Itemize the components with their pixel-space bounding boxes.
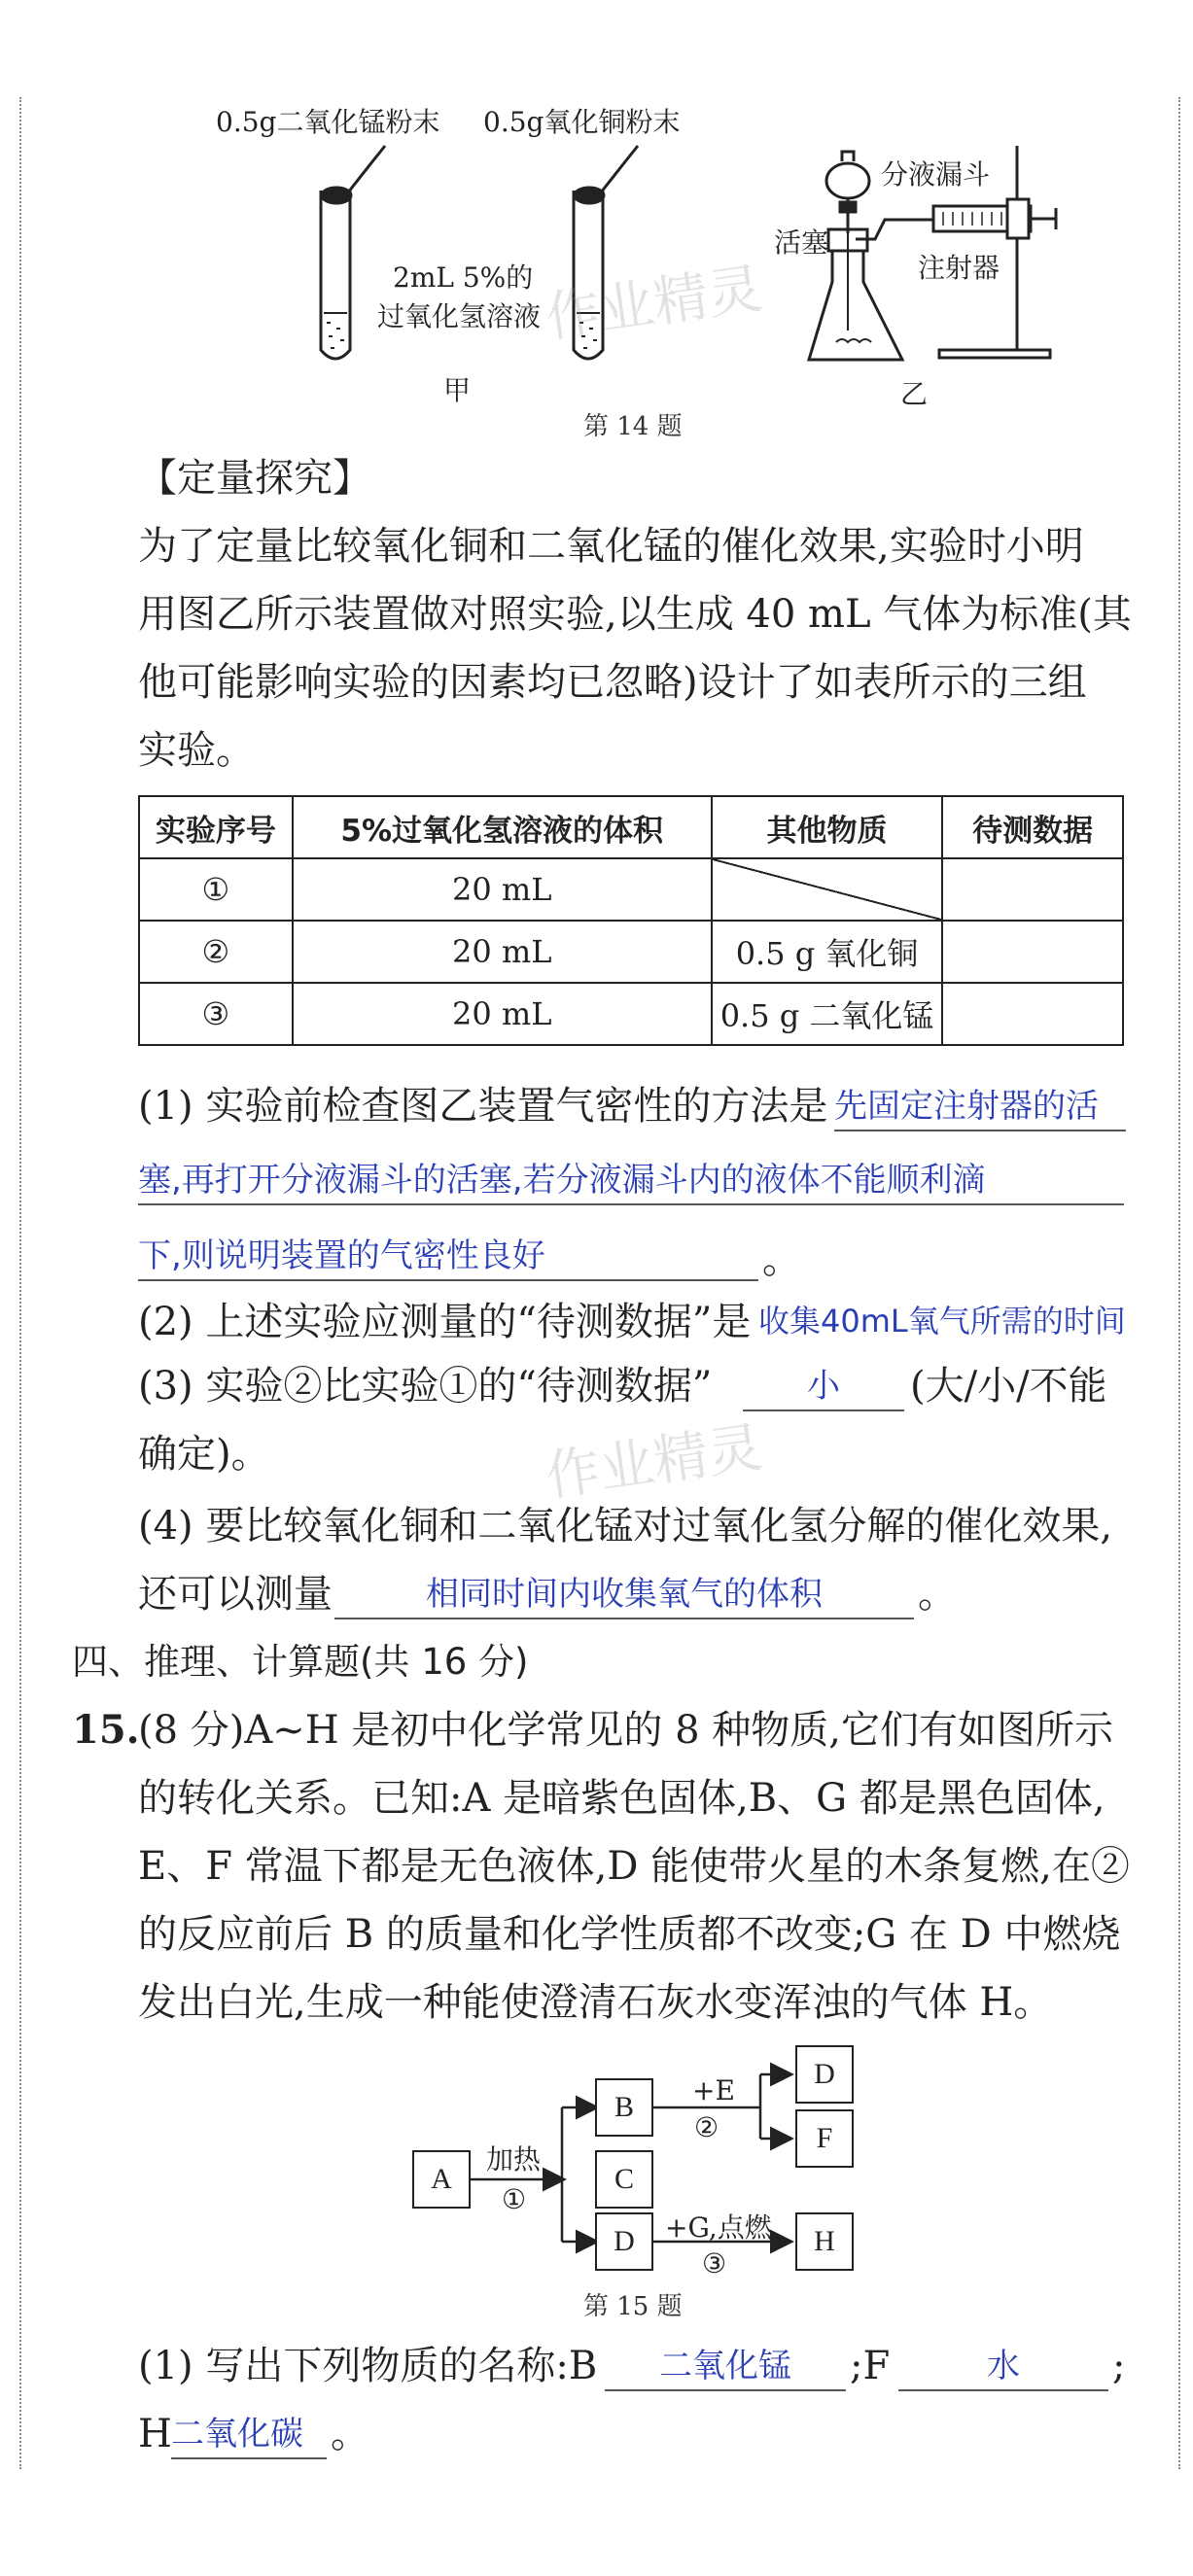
q15-1-answer-b: 二氧化锰 [605,2339,846,2391]
q15-line3: E、F 常温下都是无色液体,D 能使带火星的木条复燃,在② [138,1844,1130,1889]
fig15-cond-2: ② [694,2111,719,2143]
fig14-label-solution-2: 过氧化氢溶液 [377,300,542,332]
table-cell: ③ [139,983,293,1045]
table-row [139,858,1123,921]
fig15-cond-g: +G,点燃 [665,2211,772,2244]
q15-1-h-prefix: H [138,2412,172,2456]
watermark-1: 作业精灵 [542,257,767,351]
table-cell: 20 mL [293,858,712,921]
table-cell [942,921,1123,983]
table-cell: ① [139,858,293,921]
fig14-label-cuo-powder: 0.5g氧化铜粉末 [483,106,681,138]
q15-1-mid: ;F [850,2344,891,2388]
q2-prefix: (2) 上述实验应测量的“待测数据”是 [138,1300,752,1344]
fig15-node-d2: D [795,2045,854,2104]
q2-answer: 收集40mL氧气所需的时间 [758,1303,1126,1340]
fig15-node-c: C [595,2150,653,2209]
q15-1-end: ; [1112,2344,1126,2388]
q15-line4: 的反应前后 B 的质量和化学性质都不改变;G 在 D 中燃烧 [138,1912,1121,1957]
fig14-label-syringe: 注射器 [918,252,1000,284]
q4-prefix: 还可以测量 [138,1572,333,1617]
spoon-left [322,146,385,203]
q1-suffix: 。 [762,1237,801,1282]
fig14-label-funnel: 分液漏斗 [881,158,991,191]
fig15-node-h: H [795,2212,854,2271]
watermark-2: 作业精灵 [542,1415,767,1510]
fig14-apparatus-drawing [0,0,1193,408]
table-header-cell: 待测数据 [942,796,1123,858]
table-header-cell: 实验序号 [139,796,293,858]
q15-1-answer-h: 二氧化碳 [171,2407,327,2459]
fig15-node-a: A [412,2150,471,2209]
q1-answer-line2: 塞,再打开分液漏斗的活塞,若分液漏斗内的液体不能顺利滴 [138,1153,1124,1205]
fig14-label-solution-1: 2mL 5%的 [393,261,534,294]
table-row [139,921,1123,983]
q3-answer: 小 [743,1359,904,1411]
table-cell: 0.5 g 二氧化锰 [712,983,943,1045]
fig14-caption: 第 14 题 [583,412,683,441]
q15-1-h-suffix: 。 [331,2412,369,2456]
quant-heading: 【定量探究】 [138,456,371,501]
test-tube-left [321,191,350,359]
fig14-label-jia: 甲 [443,374,472,406]
fig15-node-f: F [795,2109,854,2168]
spoon-right [575,146,638,203]
q1-answer-line3: 下,则说明装置的气密性良好 [138,1229,758,1281]
table-cell: 20 mL [293,983,712,1045]
q3-suffix: (大/小/不能 [910,1364,1107,1409]
conical-flask [809,229,902,360]
iron-stand [939,146,1050,358]
table-row [139,983,1123,1045]
q15-1-prefix: (1) 写出下列物质的名称:B [138,2344,598,2388]
q15-line5: 发出白光,生成一种能使澄清石灰水变浑浊的气体 H。 [138,1980,1053,2025]
q1-answer-line1: 先固定注射器的活 [834,1079,1126,1131]
q15-line2: 的转化关系。已知:A 是暗紫色固体,B、G 都是黑色固体, [138,1776,1105,1821]
table-cell: 20 mL [293,921,712,983]
table-header-cell: 5%过氧化氢溶液的体积 [293,796,712,858]
fig15-cond-heat: 加热 [486,2143,542,2176]
table-cell: ② [139,921,293,983]
q1-prefix: (1) 实验前检查图乙装置气密性的方法是 [138,1084,828,1129]
fig15-cond-e: +E [692,2074,735,2106]
fig15-node-b: B [595,2078,653,2137]
q3-line2: 确定)。 [138,1432,270,1477]
quant-para-line2: 用图乙所示装置做对照实验,以生成 40 mL 气体为标准(其 [138,592,1132,637]
table-header-cell: 其他物质 [712,796,943,858]
fig15-cond-1: ① [502,2183,527,2215]
quant-para-line3: 他可能影响实验的因素均已忽略)设计了如表所示的三组 [138,660,1087,705]
fig14-label-yi: 乙 [900,378,929,410]
q4-answer: 相同时间内收集氧气的体积 [334,1567,914,1619]
q3-prefix: (3) 实验②比实验①的“待测数据” [138,1364,713,1409]
fig15-node-d: D [595,2212,653,2271]
q15-line1: (8 分)A~H 是初中化学常见的 8 种物质,它们有如图所示 [138,1708,1113,1753]
quant-para-line4: 实验。 [138,728,255,773]
quant-para-line1: 为了定量比较氧化铜和二氧化锰的催化效果,实验时小明 [138,524,1084,569]
section4-title: 四、推理、计算题(共 16 分) [72,1641,529,1683]
fig14-label-stopcock: 活塞 [774,226,829,259]
table-cell [942,858,1123,921]
table-header-row [139,796,1123,858]
q15-number: 15. [72,1707,140,1753]
q4-suffix: 。 [918,1572,957,1617]
fig14-label-mno2-powder: 0.5g二氧化锰粉末 [216,106,440,138]
table-cell-slash [712,858,943,921]
q4-line1: (4) 要比较氧化铜和二氧化锰对过氧化氢分解的催化效果, [138,1504,1113,1549]
experiment-table [138,795,1124,1046]
fig15-caption: 第 15 题 [583,2292,683,2321]
table-cell: 0.5 g 氧化铜 [712,921,943,983]
q15-1-answer-f: 水 [898,2339,1108,2391]
table-cell [942,983,1123,1045]
fig15-cond-3: ③ [702,2247,727,2280]
